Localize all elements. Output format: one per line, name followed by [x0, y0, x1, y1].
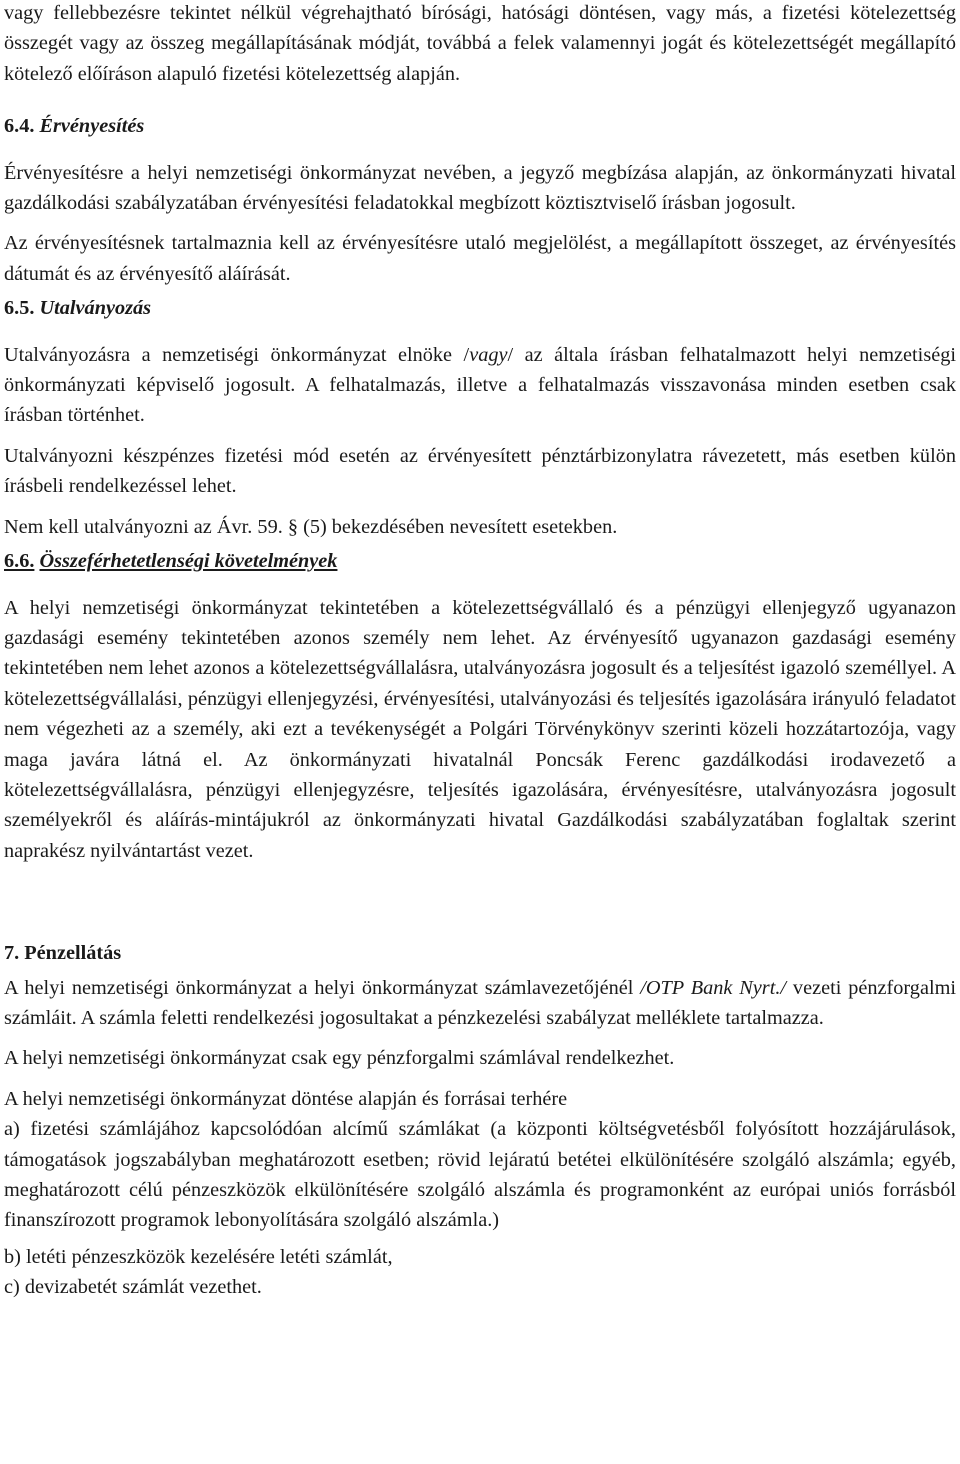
section-6-5-paragraph-2: Utalványozni készpénzes fizetési mód esetén az érvényesített pénztárbizonylatra rávezetett, más esetben külön írásbeli rendelkezéssel lehet. [4, 444, 956, 498]
section-6-5-number: 6.5. [4, 297, 35, 320]
section-6-6-paragraph-1: A helyi nemzetiségi önkormányzat tekintetében a kötelezettségvállaló és a pénzügyi ellenjegyző ugyanazon gazdasági esemény tekintetében azonos személy nem lehet. Az érvényesítő ugyanazon gazdasági esemény tekintetében nem lehet azonos a kötelezettségvállalásra, utalványozásra jogosult és a teljesítést igazoló személlyel. A kötelezettségvállalási, pénzügyi ellenjegyzési, érvényesítési, utalványozási és teljesítés igazolására irányuló feladatot nem végezheti az a személy, aki ezt a tevékenységét a Polgári Törvénykönyv szerinti közeli hozzátartozója, vagy maga javára látná el. Az önkormányzati hivatalnál Poncsák Ferenc gazdálkodási irodavezető a kötelezettségvállalásra, pénzügyi ellenjegyzésre, teljesítés igazolására, érvényesítésre, utalványozásra jogosult személyekről és aláírás-mintájukról az önkormányzati hivatal Gazdálkodási szabályzatában foglaltak szerint naprakész nyilvántartást vezet. [4, 596, 956, 862]
section-6-4-heading [4, 111, 956, 141]
section-6-5-paragraph-1 [4, 340, 956, 431]
section-7-p1-bank-name: /OTP Bank Nyrt./ [640, 976, 787, 999]
section-6-4-title: Érvényesítés [39, 115, 145, 138]
section-6-4-paragraph-1: Érvényesítésre a helyi nemzetiségi önkormányzat nevében, a jegyző megbízása alapján, az önkormányzati hivatal gazdálkodási szabályzatában érvényesítési feladatokkal megbízott köztisztviselő írásban jogosult. [4, 161, 956, 215]
section-6-5-p1-part-c: / az általa írásban felhatalmazott helyi nemzetiségi önkormányzati képviselő jogosult. A felhatalmazás, illetve a felhatalmazás visszavonása minden esetben csak írásban történhet. [4, 343, 956, 427]
section-7-paragraph-1 [4, 973, 956, 1034]
section-7-paragraph-2: A helyi nemzetiségi önkormányzat csak egy pénzforgalmi számlával rendelkezhet. [4, 1047, 675, 1070]
document-page [4, 0, 956, 1303]
section-6-5-p1-vagy: vagy [469, 343, 508, 366]
section-6-4-number: 6.4. [4, 115, 35, 138]
section-7-item-c: c) devizabetét számlát vezethet. [4, 1276, 262, 1299]
section-6-6-title: Összeférhetetlenségi követelmények [39, 550, 338, 573]
section-6-6-heading [4, 546, 956, 576]
section-7-number: 7. [4, 942, 20, 965]
section-7-paragraph-3: A helyi nemzetiségi önkormányzat döntése alapján és forrásai terhére [4, 1087, 568, 1110]
section-6-5-title: Utalványozás [39, 297, 152, 320]
section-6-5-heading [4, 293, 956, 323]
section-7-p1-part-c: vezeti pénzforgalmi számláit. A számla feletti rendelkezési jogosultakat a pénzkezelési szabályzat melléklete tartalmazza. [4, 976, 956, 1029]
section-6-6-number: 6.6. [4, 550, 35, 573]
section-7-heading [4, 938, 956, 968]
section-7-item-b: b) letéti pénzeszközök kezelésére letéti számlát, [4, 1245, 393, 1268]
section-7-item-a: a) fizetési számlájához kapcsolódóan alcímű számlákat (a központi költségvetésből folyósított hozzájárulások, támogatások jogszabályban meghatározott esetben; rövid lejáratú betétei elkülönítésére szolgáló alszámla; egyéb, meghatározott célú pénzeszközök elkülönítésére szolgáló alszámla és programonként az európai uniós forrásból finanszírozott programok lebonyolítására szolgáló alszámla.) [4, 1118, 956, 1232]
section-7-title: Pénzellátás [24, 942, 122, 965]
section-6-5-paragraph-3: Nem kell utalványozni az Ávr. 59. § (5) bekezdésében nevesített esetekben. [4, 515, 618, 538]
intro-paragraph: vagy fellebbezésre tekintet nélkül végrehajtható bírósági, hatósági döntésen, vagy más, a fizetési kötelezettség összegét vagy az összeg megállapításának módját, továbbá a felek valamennyi jogát és kötelezettségét megállapító kötelező előíráson alapuló fizetési kötelezettség alapján. [4, 2, 956, 85]
section-6-5-p1-part-a: Utalványozásra a nemzetiségi önkormányzat elnöke / [4, 343, 470, 366]
section-7-p1-part-a: A helyi nemzetiségi önkormányzat a helyi önkormányzat számlavezetőjénél [4, 976, 641, 999]
section-6-4-paragraph-2: Az érvényesítésnek tartalmaznia kell az érvényesítésre utaló megjelölést, a megállapított összeget, az érvényesítés dátumát és az érvényesítő aláírását. [4, 232, 956, 285]
